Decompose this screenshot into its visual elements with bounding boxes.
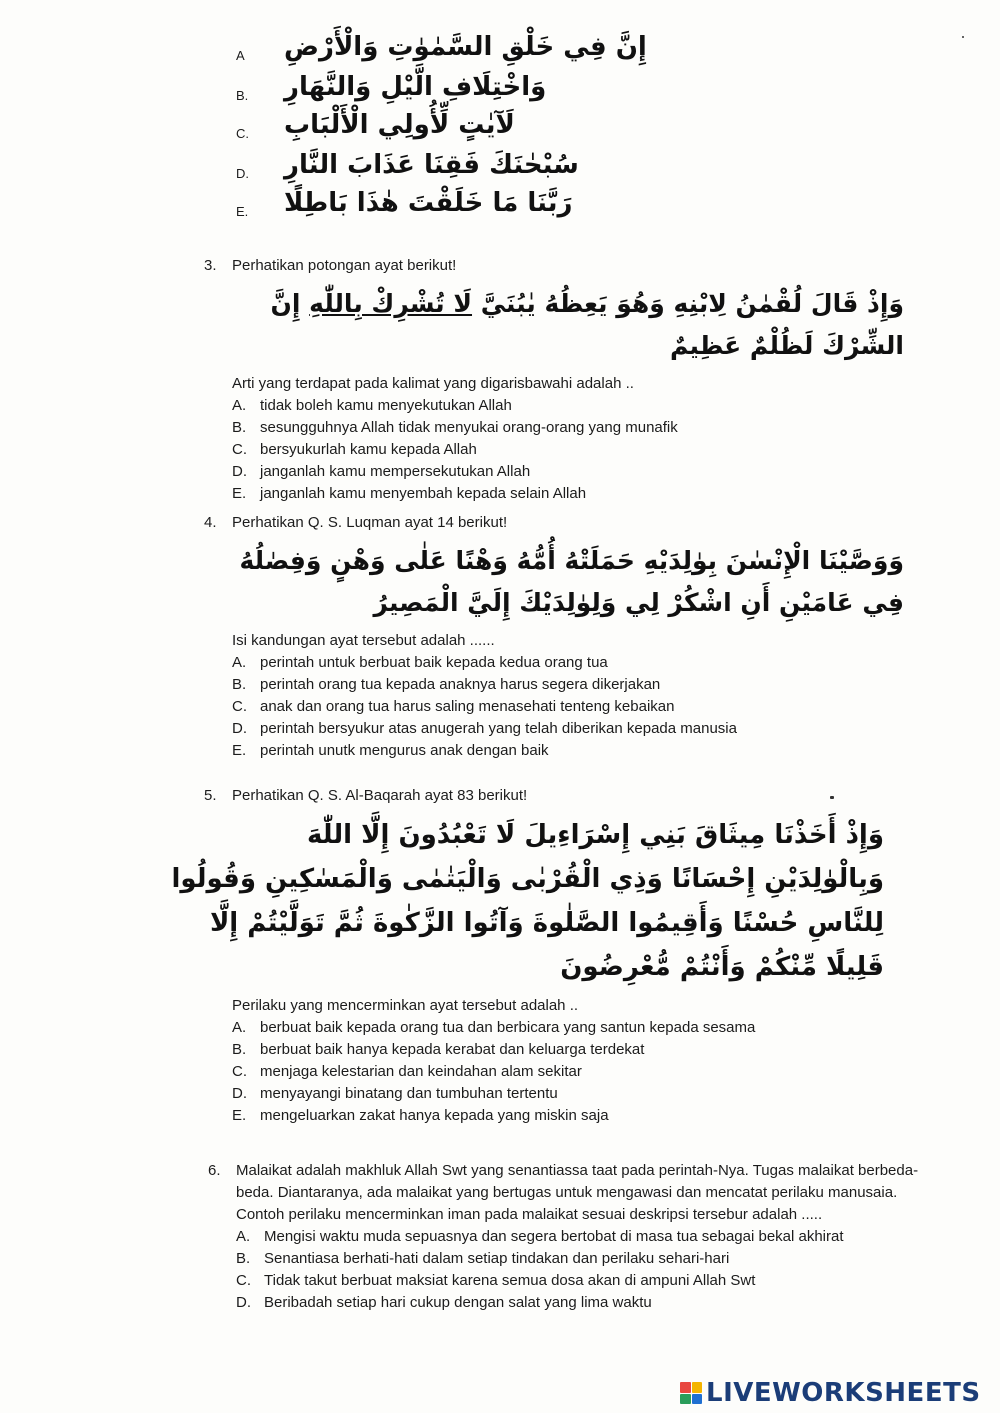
arabic-line: وَوَصَّيْنَا الْإِنْسٰنَ بِوٰلِدَيْهِ حَمَلَتْهُ أُمُّهُ وَهْنًا عَلٰى وَهْنٍ وَفِصٰلُهُ xyxy=(239,546,904,575)
answer-option[interactable]: A. Mengisi waktu muda sepuasnya dan segera bertobat di masa tua sebagai bekal akhirat xyxy=(236,1228,844,1245)
underlined-phrase: لَا تُشْرِكْ بِاللّٰهِ xyxy=(309,289,473,318)
arabic-text: وَاخْتِلَافِ الَّيْلِ وَالنَّهَارِ xyxy=(284,72,547,102)
arabic-text: إِنَّ فِي خَلْقِ السَّمٰوٰتِ وَالْأَرْضِ xyxy=(284,32,647,62)
question-number: 4. xyxy=(204,514,217,531)
question-6 xyxy=(208,1160,928,1314)
question-prompt: Perilaku yang mencerminkan ayat tersebut adalah .. xyxy=(232,997,579,1014)
answer-option[interactable]: A. berbuat baik kepada orang tua dan berbicara yang santun kepada sesama xyxy=(232,1019,756,1036)
question-prompt: Isi kandungan ayat tersebut adalah ...... xyxy=(232,632,495,649)
question-prompt: Arti yang terdapat pada kalimat yang digarisbawahi adalah .. xyxy=(232,375,634,392)
question-stem: Malaikat adalah makhluk Allah Swt yang senantiassa taat pada perintah-Nya. Tugas malaikat berbeda-beda. Diantaranya, ada malaikat yang bertugas untuk mengawasi dan mencatat perilaku manusaia. xyxy=(236,1162,919,1201)
logo-text: LIVEWORKSHEETS xyxy=(706,1378,981,1408)
arabic-verse xyxy=(232,283,944,367)
answer-option[interactable]: A. tidak boleh kamu menyekutukan Allah xyxy=(232,397,512,414)
answer-option[interactable]: B. sesungguhnya Allah tidak menyukai orang-orang yang munafik xyxy=(232,419,678,436)
answer-option[interactable]: B. perintah orang tua kepada anaknya harus segera dikerjakan xyxy=(232,676,661,693)
option-label: A xyxy=(236,48,245,63)
question-stem: Perhatikan potongan ayat berikut! xyxy=(232,257,457,274)
answer-options xyxy=(232,395,944,505)
arabic-line: لِلنَّاسِ حُسْنًا وَأَقِيمُوا الصَّلٰوةَ وَآتُوا الزَّكٰوةَ ثُمَّ تَوَلَّيْتُمْ إِلَّا xyxy=(209,908,884,938)
answer-options xyxy=(232,652,944,762)
answer-option[interactable]: D. janganlah kamu mempersekutukan Allah xyxy=(232,463,531,480)
logo-grid-icon xyxy=(680,1382,702,1404)
answer-option[interactable]: D. perintah bersyukur atas anugerah yang telah diberikan kepada manusia xyxy=(232,720,737,737)
arabic-line: وَإِذْ قَالَ لُقْمٰنُ لِابْنِهِ وَهُوَ يَعِظُهُ يٰبُنَيَّ لَا تُشْرِكْ بِاللّٰهِ إِنَّ xyxy=(270,289,904,318)
answer-option[interactable]: D. menyayangi binatang dan tumbuhan tertentu xyxy=(232,1085,558,1102)
answer-option[interactable]: E. perintah unutk mengurus anak dengan baik xyxy=(232,742,549,759)
arabic-line: وَإِذْ أَخَذْنَا مِيثَاقَ بَنِي إِسْرَاءِيلَ لَا تَعْبُدُونَ إِلَّا اللّٰهَ xyxy=(307,820,884,850)
arabic-line: قَلِيلًا مِّنْكُمْ وَأَنْتُمْ مُّعْرِضُونَ xyxy=(560,952,884,982)
scan-speck xyxy=(962,36,964,38)
option-label: E. xyxy=(236,204,249,219)
arabic-line: فِي عَامَيْنِ أَنِ اشْكُرْ لِي وَلِوٰلِدَيْكَ إِلَيَّ الْمَصِيرُ xyxy=(373,588,904,617)
question-number: 5. xyxy=(204,787,217,804)
liveworksheets-logo[interactable] xyxy=(680,1378,981,1408)
answer-option[interactable]: E. mengeluarkan zakat hanya kepada yang miskin saja xyxy=(232,1107,609,1124)
arabic-text: سُبْحٰنَكَ فَقِنَا عَذَابَ النَّارِ xyxy=(284,150,579,180)
option-label: C. xyxy=(236,126,249,141)
arabic-line: وَبِالْوٰلِدَيْنِ إِحْسَانًا وَذِي الْقُرْبٰى وَالْيَتٰمٰى وَالْمَسٰكِينِ وَقُولُوا xyxy=(171,864,884,894)
option-label: B. xyxy=(236,88,249,103)
answer-option[interactable]: B. berbuat baik hanya kepada kerabat dan keluarga terdekat xyxy=(232,1041,645,1058)
question-5 xyxy=(171,785,944,1127)
question-number: 6. xyxy=(208,1162,221,1179)
scan-speck xyxy=(830,796,834,799)
question-stem: Perhatikan Q. S. Luqman ayat 14 berikut! xyxy=(232,514,508,531)
question-number: 3. xyxy=(204,257,217,274)
answer-options xyxy=(236,1226,928,1314)
answer-options xyxy=(232,1017,944,1127)
question-prompt: Contoh perilaku mencerminkan iman pada malaikat sesuai deskripsi tersebur adalah ..... xyxy=(236,1206,823,1223)
arabic-verse xyxy=(171,813,944,989)
option-label: D. xyxy=(236,166,249,181)
answer-option[interactable]: B. Senantiasa berhati-hati dalam setiap tindakan dan perilaku sehari-hari xyxy=(236,1250,730,1267)
arabic-line: الشِّرْكَ لَظُلْمٌ عَظِيمٌ xyxy=(669,331,904,360)
question-stem: Perhatikan Q. S. Al-Baqarah ayat 83 berikut! xyxy=(232,787,528,804)
arabic-text: رَبَّنَا مَا خَلَقْتَ هٰذَا بَاطِلًا xyxy=(284,188,573,218)
question-3 xyxy=(204,255,944,505)
answer-option[interactable]: C. bersyukurlah kamu kepada Allah xyxy=(232,441,477,458)
answer-option[interactable]: C. menjaga kelestarian dan keindahan alam sekitar xyxy=(232,1063,582,1080)
answer-option[interactable]: A. perintah untuk berbuat baik kepada kedua orang tua xyxy=(232,654,608,671)
answer-option[interactable]: E. janganlah kamu menyembah kepada selain Allah xyxy=(232,485,587,502)
arabic-text: لَآيٰتٍ لِّأُولِي الْأَلْبَابِ xyxy=(284,110,515,140)
arabic-verse xyxy=(232,540,944,624)
answer-option[interactable]: C. Tidak takut berbuat maksiat karena semua dosa akan di ampuni Allah Swt xyxy=(236,1272,756,1289)
answer-option[interactable]: C. anak dan orang tua harus saling menasehati tenteng kebaikan xyxy=(232,698,675,715)
question-4 xyxy=(204,512,944,762)
answer-option[interactable]: D. Beribadah setiap hari cukup dengan salat yang lima waktu xyxy=(236,1294,652,1311)
